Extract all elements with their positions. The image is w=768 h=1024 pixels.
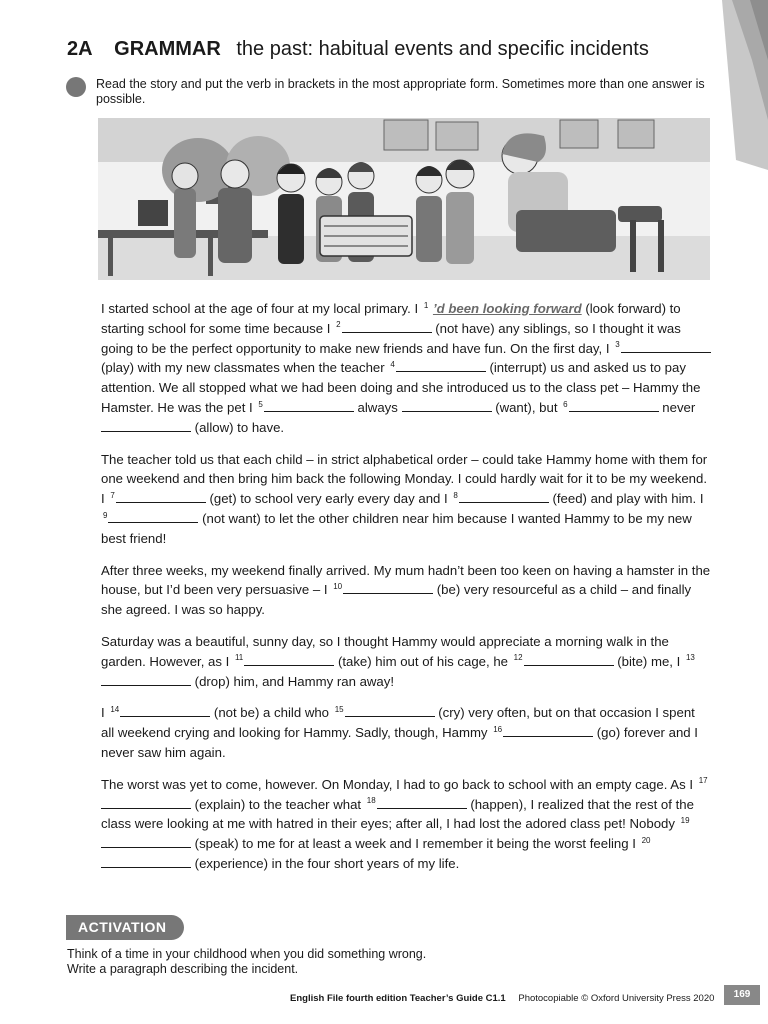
answer-blank-14[interactable] [120, 705, 210, 717]
gap-number-15: 15 [334, 704, 344, 714]
unit-code: 2A [67, 38, 93, 60]
answer-blank-2[interactable] [342, 321, 432, 333]
footer-copyright: Photocopiable © Oxford University Press 2020 [518, 993, 715, 1004]
story-paragraph-5 [101, 703, 711, 762]
story-text-segment: (not be) a child who [213, 705, 330, 721]
story-text-segment: (take) him out of his cage, he [337, 653, 508, 669]
classroom-illustration [98, 118, 710, 280]
story-text-segment: (drop) him, and Hammy ran away! [194, 673, 395, 689]
gap-number-2: 2 [336, 320, 341, 330]
answer-blank-13[interactable] [101, 674, 191, 686]
story-paragraph-3 [101, 561, 711, 620]
example-answer: ’d been looking forward [432, 301, 582, 316]
activation-line-2: Write a paragraph describing the incident. [67, 962, 299, 976]
answer-blank-6a[interactable] [569, 400, 659, 412]
story-text-segment: never [662, 399, 696, 415]
answer-blank-18[interactable] [377, 797, 467, 809]
story-text-segment: (play) with my new classmates when the teacher [101, 360, 385, 376]
gap-number-6: 6 [563, 399, 568, 409]
gap-number-1: 1 [423, 300, 429, 310]
story-text-segment: (happen), I realized that the rest of the class were looking at me with hatred in their eyes; after all, I had lost the adored class pet! Nobody [101, 796, 694, 832]
gap-number-4: 4 [390, 360, 395, 369]
answer-blank-8[interactable] [459, 491, 549, 503]
story-text-segment: The worst was yet to come, however. On Monday, I had to go back to school with an empty cage. As I [101, 776, 694, 792]
answer-blank-5a[interactable] [264, 400, 354, 412]
story-text-segment: (want), but [495, 399, 558, 415]
activation-label: ACTIVATION [66, 915, 184, 940]
story-text-segment: After three weeks, my weekend finally arrived. My mum hadn’t been too keen on having a hamster in the house, but I’d been very persuasive – I [101, 562, 711, 598]
gap-number-16: 16 [493, 724, 503, 734]
story-text-segment: (get) to school very early every day and I [209, 491, 448, 507]
story-text-segment: (be) very resourceful as a child – and finally she agreed. I was so happy. [101, 582, 692, 618]
story-text-segment: (explain) to the teacher what [194, 796, 362, 812]
story-text-segment: (interrupt) us and asked us to pay attention. We all stopped what we had been doing and she introduced us to the class pet – Hammy the Hamster. He was the pet I [101, 360, 701, 415]
activation-instructions [67, 947, 426, 977]
answer-blank-6b[interactable] [101, 420, 191, 432]
gap-number-3: 3 [615, 340, 620, 350]
gap-number-17: 17 [698, 776, 708, 786]
story-text [101, 299, 711, 886]
gap-number-20: 20 [641, 835, 651, 845]
story-text-segment: (feed) and play with him. I [552, 491, 704, 507]
story-text-segment: (allow) to have. [194, 419, 285, 435]
answer-blank-4[interactable] [396, 360, 486, 372]
answer-blank-15[interactable] [345, 705, 435, 717]
story-text-segment: (not have) any siblings, so I thought it was going to be the perfect opportunity to make new friends and have fun. On the first day, I [101, 320, 681, 356]
footer [290, 993, 714, 1004]
story-text-segment: always [357, 399, 398, 415]
story-text-segment: Saturday was a beautiful, sunny day, so I thought Hammy would appreciate a morning walk in the garden. However, as I [101, 633, 669, 669]
story-paragraph-1 [101, 299, 711, 438]
gap-number-11: 11 [234, 653, 244, 663]
topic-label: GRAMMAR [114, 38, 221, 60]
story-text-segment: (cry) very often, but on that occasion I spent all weekend crying and looking for Hammy. Sadly, though, Hammy [101, 705, 695, 741]
gap-number-19: 19 [680, 815, 690, 825]
gap-number-8: 8 [453, 490, 458, 500]
gap-number-13: 13 [685, 653, 695, 663]
story-paragraph-2 [101, 450, 711, 549]
answer-blank-3[interactable] [621, 341, 711, 353]
footer-book-title: English File fourth edition Teacher’s Guide C1.1 [290, 993, 506, 1004]
gap-number-14: 14 [110, 704, 120, 714]
answer-blank-5b[interactable] [402, 400, 492, 412]
gap-number-9: 9 [103, 510, 108, 520]
page-title [67, 38, 649, 61]
answer-blank-7[interactable] [116, 491, 206, 503]
answer-blank-10[interactable] [343, 582, 433, 594]
story-text-segment: (look forward) to starting school for some time because I [101, 301, 681, 336]
answer-blank-17[interactable] [101, 797, 191, 809]
gap-number-7: 7 [110, 490, 115, 500]
answer-blank-16[interactable] [503, 725, 593, 737]
answer-blank-11[interactable] [244, 654, 334, 666]
story-text-segment: I started school at the age of four at my local primary. I [101, 301, 419, 316]
gap-number-18: 18 [366, 796, 376, 806]
gap-number-5: 5 [258, 399, 263, 409]
story-text-segment: I [101, 705, 105, 721]
gap-number-12: 12 [513, 653, 523, 663]
page-number: 169 [724, 985, 760, 1005]
story-text-segment: (speak) to me for at least a week and I remember it being the worst feeling I [194, 836, 636, 852]
answer-blank-9[interactable] [108, 511, 198, 523]
answer-blank-19[interactable] [101, 836, 191, 848]
activation-line-1: Think of a time in your childhood when you did something wrong. [67, 947, 427, 961]
page-subtitle: the past: habitual events and specific incidents [236, 38, 649, 60]
story-text-segment: (bite) me, I [617, 653, 681, 669]
answer-blank-20[interactable] [101, 856, 191, 868]
story-text-segment: (go) forever and I never saw him again. [101, 725, 698, 760]
answer-blank-12[interactable] [524, 654, 614, 666]
story-paragraph-6 [101, 775, 711, 874]
story-text-segment: The teacher told us that each child – in strict alphabetical order – could take Hammy home with them for one weekend and then bring him back the following Monday. I could hardly wait for it to be my weekend. I [101, 451, 708, 507]
story-text-segment: (experience) in the four short years of my life. [194, 855, 460, 871]
story-text-segment: (not want) to let the other children near him because I wanted Hammy to be my new best friend! [101, 510, 692, 546]
exercise-bullet [66, 77, 86, 97]
corner-decoration [722, 0, 768, 170]
gap-number-10: 10 [333, 581, 343, 591]
story-paragraph-4 [101, 632, 711, 691]
instructions: Read the story and put the verb in brackets in the most appropriate form. Sometimes more than one answer is possible. [96, 77, 705, 106]
